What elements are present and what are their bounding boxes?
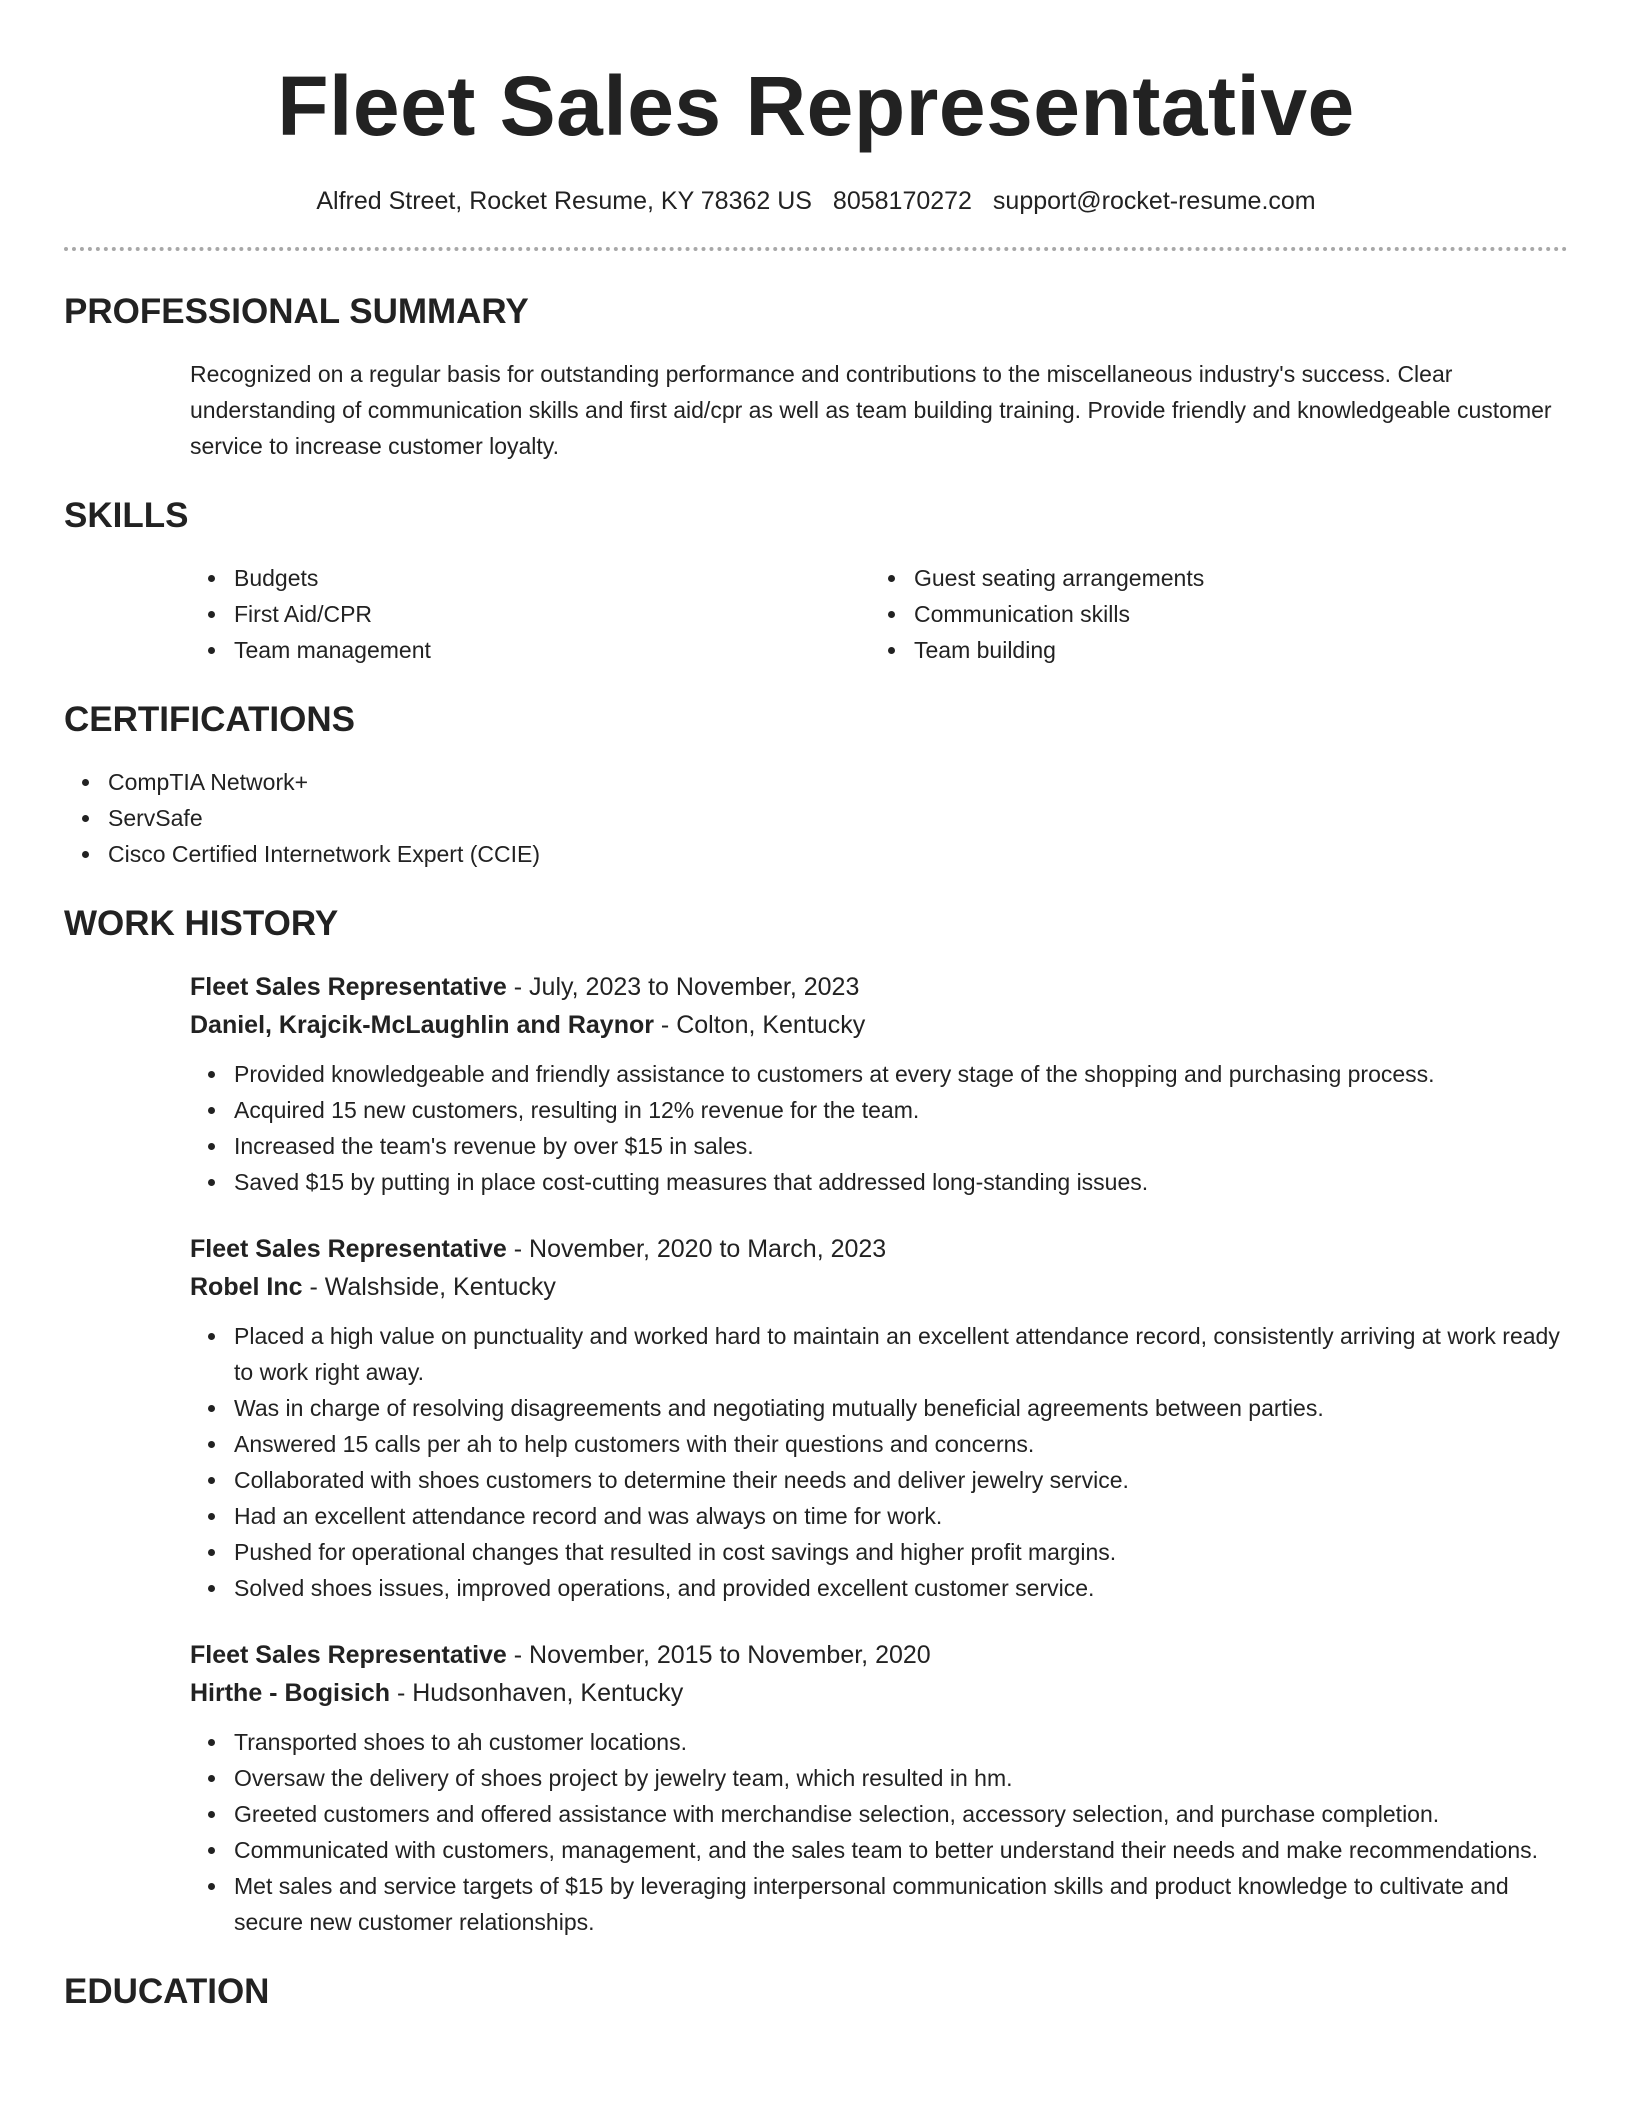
candidate-name: Fleet Sales Representative [277, 59, 1355, 153]
job-dates: - November, 2015 to November, 2020 [506, 1641, 931, 1669]
list-item: Had an excellent attendance record and was always on time for work. [190, 1498, 1568, 1534]
list-item: Acquired 15 new customers, resulting in 12% revenue for the team. [190, 1092, 1568, 1128]
list-item: Guest seating arrangements [870, 560, 1550, 596]
skills-heading: SKILLS [64, 496, 189, 535]
job-dates: - November, 2020 to March, 2023 [506, 1235, 887, 1263]
skills-list-left [190, 560, 870, 668]
header-divider [64, 247, 1568, 251]
list-item: Met sales and service targets of $15 by leveraging interpersonal communication skills and product knowledge to cultivate and secure new customer relationships. [190, 1868, 1568, 1940]
job-title-line [190, 968, 1568, 1006]
skills-list-right [870, 560, 1550, 668]
certifications-heading: CERTIFICATIONS [64, 700, 356, 739]
summary-section [64, 290, 1568, 464]
list-item: Transported shoes to ah customer locations. [190, 1724, 1568, 1760]
list-item: Team building [870, 632, 1550, 668]
job-title-line [190, 1636, 1568, 1674]
work-section [64, 902, 1568, 1940]
job-title-line [190, 1230, 1568, 1268]
job-entry [190, 1230, 1568, 1606]
education-heading: EDUCATION [64, 1972, 270, 2011]
list-item: Pushed for operational changes that resulted in cost savings and higher profit margins. [190, 1534, 1568, 1570]
education-section [64, 1970, 1568, 2014]
contact-phone: 8058170272 [832, 187, 972, 215]
certifications-section [64, 698, 1568, 872]
list-item: Solved shoes issues, improved operations, and provided excellent customer service. [190, 1570, 1568, 1606]
skills-grid [190, 560, 1568, 668]
contact-email: support@rocket-resume.com [992, 187, 1316, 215]
job-bullets [190, 1724, 1568, 1940]
contact-line [64, 184, 1568, 218]
job-location: - Hudsonhaven, Kentucky [390, 1679, 684, 1707]
skills-section [64, 494, 1568, 668]
list-item: Budgets [190, 560, 870, 596]
summary-heading: PROFESSIONAL SUMMARY [64, 292, 529, 331]
job-bullets [190, 1056, 1568, 1200]
work-heading: WORK HISTORY [64, 904, 339, 943]
job-entry [190, 1636, 1568, 1940]
list-item: Provided knowledgeable and friendly assistance to customers at every stage of the shopping and purchasing process. [190, 1056, 1568, 1092]
job-company: Daniel, Krajcik-McLaughlin and Raynor [190, 1011, 654, 1039]
contact-address: Alfred Street, Rocket Resume, KY 78362 US [316, 187, 812, 215]
list-item: Oversaw the delivery of shoes project by jewelry team, which resulted in hm. [190, 1760, 1568, 1796]
list-item: Placed a high value on punctuality and worked hard to maintain an excellent attendance record, consistently arriving at work ready to work right away. [190, 1318, 1568, 1390]
list-item: ServSafe [64, 800, 1568, 836]
list-item: CompTIA Network+ [64, 764, 1568, 800]
list-item: Saved $15 by putting in place cost-cutting measures that addressed long-standing issues. [190, 1164, 1568, 1200]
list-item: Answered 15 calls per ah to help customers with their questions and concerns. [190, 1426, 1568, 1462]
certifications-list [64, 764, 1568, 872]
job-role: Fleet Sales Representative [190, 973, 507, 1001]
job-entry [190, 968, 1568, 1200]
job-location: - Walshside, Kentucky [302, 1273, 556, 1301]
job-company-line [190, 1674, 1568, 1712]
list-item: Cisco Certified Internetwork Expert (CCIE) [64, 836, 1568, 872]
job-company-line [190, 1006, 1568, 1044]
list-item: Communication skills [870, 596, 1550, 632]
job-role: Fleet Sales Representative [190, 1235, 507, 1263]
list-item: Greeted customers and offered assistance with merchandise selection, accessory selection, and purchase completion. [190, 1796, 1568, 1832]
list-item: First Aid/CPR [190, 596, 870, 632]
job-role: Fleet Sales Representative [190, 1641, 507, 1669]
summary-text: Recognized on a regular basis for outstanding performance and contributions to the miscellaneous industry's success. Clear understanding of communication skills and first aid/cpr as well as team building training. Provide friendly and knowledgeable customer service to increase customer loyalty. [190, 361, 1552, 459]
job-location: - Colton, Kentucky [653, 1011, 866, 1039]
job-bullets [190, 1318, 1568, 1606]
job-company: Hirthe - Bogisich [190, 1679, 391, 1707]
list-item: Team management [190, 632, 870, 668]
list-item: Increased the team's revenue by over $15 in sales. [190, 1128, 1568, 1164]
list-item: Was in charge of resolving disagreements and negotiating mutually beneficial agreements between parties. [190, 1390, 1568, 1426]
job-company: Robel Inc [190, 1273, 303, 1301]
job-dates: - July, 2023 to November, 2023 [506, 973, 860, 1001]
job-company-line [190, 1268, 1568, 1306]
list-item: Collaborated with shoes customers to determine their needs and deliver jewelry service. [190, 1462, 1568, 1498]
list-item: Communicated with customers, management, and the sales team to better understand their needs and make recommendations. [190, 1832, 1568, 1868]
